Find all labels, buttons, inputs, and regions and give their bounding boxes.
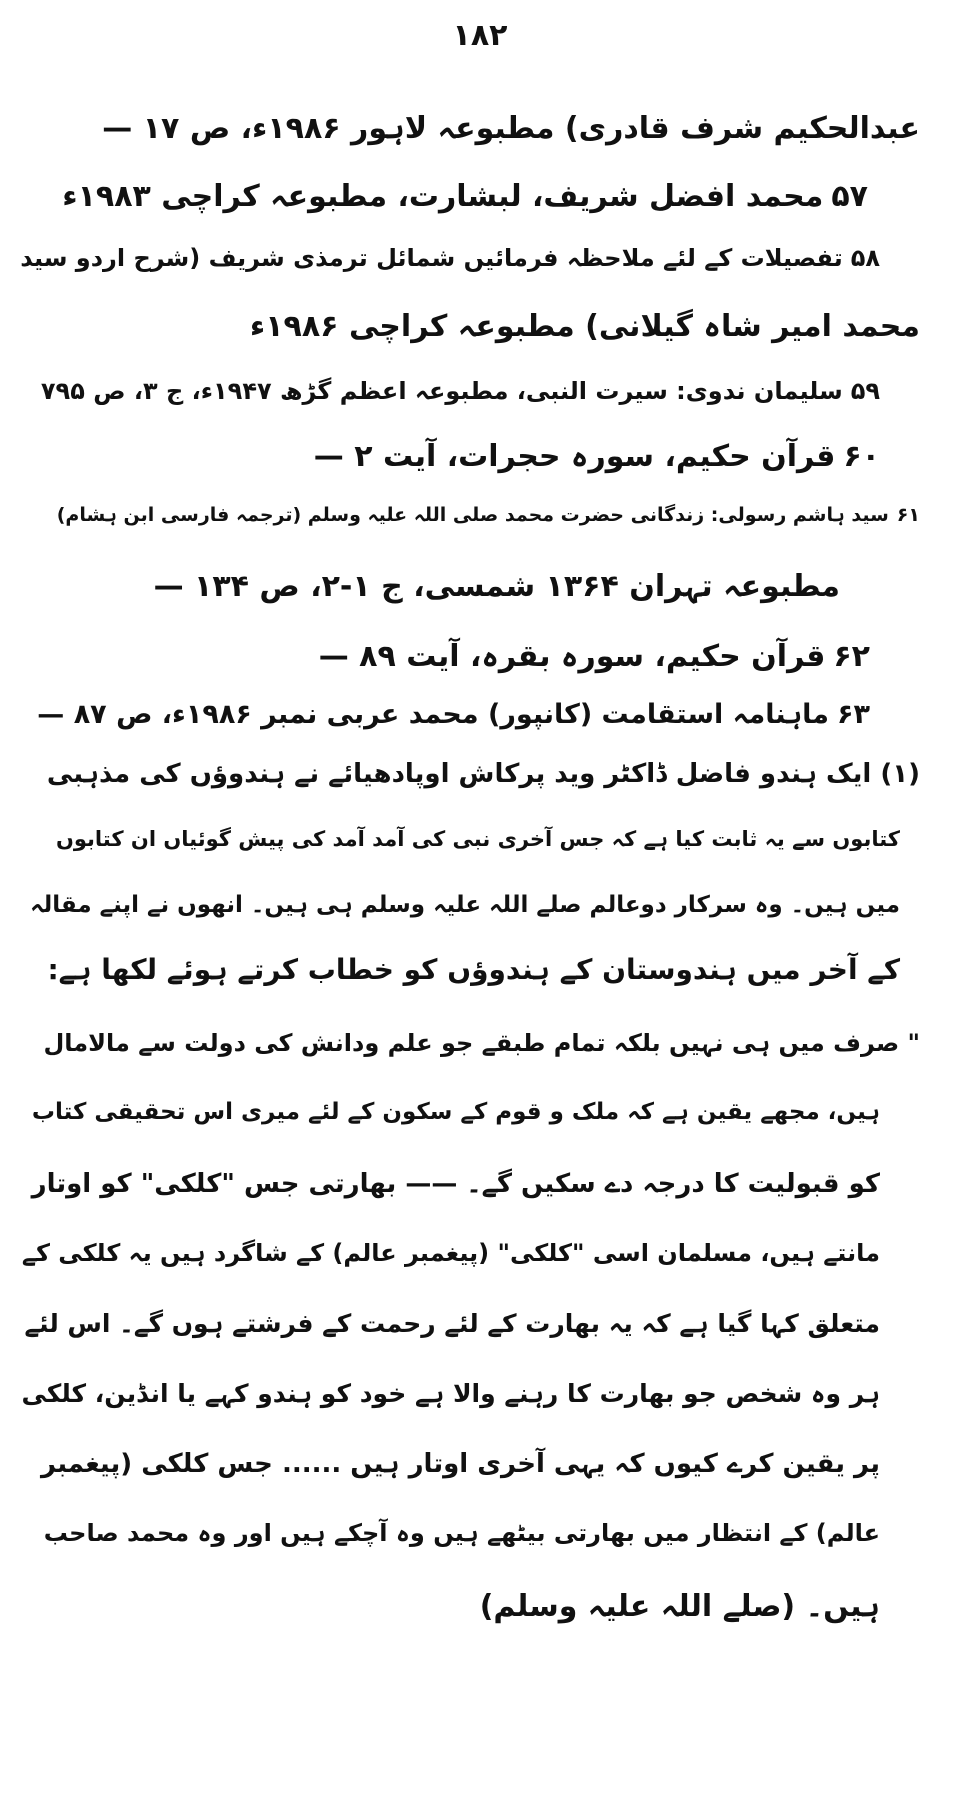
reference-line bbox=[20, 245, 880, 271]
reference-number: ۶۱ bbox=[896, 504, 920, 526]
reference-text: سید ہاشم رسولی: زندگانی حضرت محمد صلی اللہ علیہ وسلم (ترجمہ فارسی ابن ہشام) bbox=[56, 504, 889, 526]
page-number: ۱۸۲ bbox=[452, 18, 508, 53]
reference-line bbox=[250, 310, 920, 343]
reference-line bbox=[37, 700, 870, 730]
reference-text: ماہنامہ استقامت (کانپور) محمد عربی نمبر ۱۹۸۶ء، ص ۸۷ — bbox=[37, 699, 830, 730]
paragraph-line: کے آخر میں ہندوستان کے ہندوؤں کو خطاب کرتے ہوئے لکھا ہے: bbox=[47, 953, 900, 986]
reference-line bbox=[319, 640, 870, 673]
quote-line: ہر وہ شخص جو بھارت کا رہنے والا ہے خود کو ہندو کہے یا انڈین، کلکی bbox=[21, 1379, 880, 1408]
paragraph-line: کتابوں سے یہ ثابت کیا ہے کہ جس آخری نبی کی آمد آمد کی پیش گوئیاں ان کتابوں bbox=[55, 827, 900, 851]
reference-line bbox=[57, 505, 920, 526]
reference-line bbox=[102, 112, 920, 145]
reference-number: ۵۷ bbox=[831, 179, 868, 214]
reference-text: مطبوعہ تہران ۱۳۶۴ شمسی، ج ۱-۲، ص ۱۳۴ — bbox=[153, 569, 840, 604]
reference-line bbox=[41, 378, 880, 404]
reference-number: ۵۸ bbox=[850, 244, 880, 272]
reference-number: ۶۲ bbox=[833, 639, 870, 674]
reference-number: ۶۳ bbox=[837, 699, 870, 730]
quote-line: ہیں۔ (صلے اللہ علیہ وسلم) bbox=[479, 1589, 880, 1624]
quote-line: پر یقین کرے کیوں کہ یہی آخری اوتار ہیں ...... جس کلکی (پیغمبر bbox=[41, 1449, 880, 1479]
quote-line: ہیں، مجھے یقین ہے کہ ملک و قوم کے سکون کے لئے میری اس تحقیقی کتاب bbox=[31, 1099, 880, 1125]
reference-text: قرآن حکیم، سورہ بقرہ، آیت ۸۹ — bbox=[318, 639, 826, 674]
quote-line: متعلق کہا گیا ہے کہ یہ بھارت کے لئے رحمت کے فرشتے ہوں گے۔ اس لئے bbox=[24, 1309, 880, 1338]
reference-line bbox=[314, 440, 880, 473]
reference-line bbox=[62, 180, 868, 213]
reference-text: محمد امیر شاہ گیلانی) مطبوعہ کراچی ۱۹۸۶ء bbox=[249, 309, 920, 344]
quote-line: مانتے ہیں، مسلمان اسی "کلکی" (پیغمبر عالم) کے شاگرد ہیں یہ کلکی کے bbox=[21, 1239, 880, 1267]
quote-line: کو قبولیت کا درجہ دے سکیں گے۔ —— بھارتی جس "کلکی" کو اوتار bbox=[31, 1169, 880, 1199]
reference-text: محمد افضل شریف، لبشارت، مطبوعہ کراچی ۱۹۸۳ء bbox=[62, 179, 824, 214]
paragraph-line: (۱) ایک ہندو فاضل ڈاکٹر وید پرکاش اوپادھیائے نے ہندوؤں کی مذہبی bbox=[46, 759, 920, 789]
reference-text: سلیمان ندوی: سیرت النبی، مطبوعہ اعظم گڑھ ۱۹۴۷ء، ج ۳، ص ۷۹۵ bbox=[40, 377, 843, 405]
reference-number: ۵۹ bbox=[850, 377, 880, 405]
quote-line: عالم) کے انتظار میں بھارتی بیٹھے ہیں وہ آچکے ہیں اور وہ محمد صاحب bbox=[43, 1519, 880, 1547]
paragraph-line: میں ہیں۔ وہ سرکار دوعالم صلے اللہ علیہ وسلم ہی ہیں۔ انھوں نے اپنے مقالہ bbox=[30, 892, 900, 918]
reference-text: تفصیلات کے لئے ملاحظہ فرمائیں شمائل ترمذی شریف (شرح اردو سید bbox=[20, 244, 843, 272]
reference-text: قرآن حکیم، سورہ حجرات، آیت ۲ — bbox=[313, 439, 836, 474]
quote-line: " صرف میں ہی نہیں بلکہ تمام طبقے جو علم ودانش کی دولت سے مالامال bbox=[43, 1029, 920, 1057]
reference-line bbox=[154, 570, 840, 603]
reference-number: ۶۰ bbox=[843, 439, 880, 474]
reference-text: عبدالحکیم شرف قادری) مطبوعہ لاہور ۱۹۸۶ء، ص ۱۷ — bbox=[102, 111, 920, 146]
